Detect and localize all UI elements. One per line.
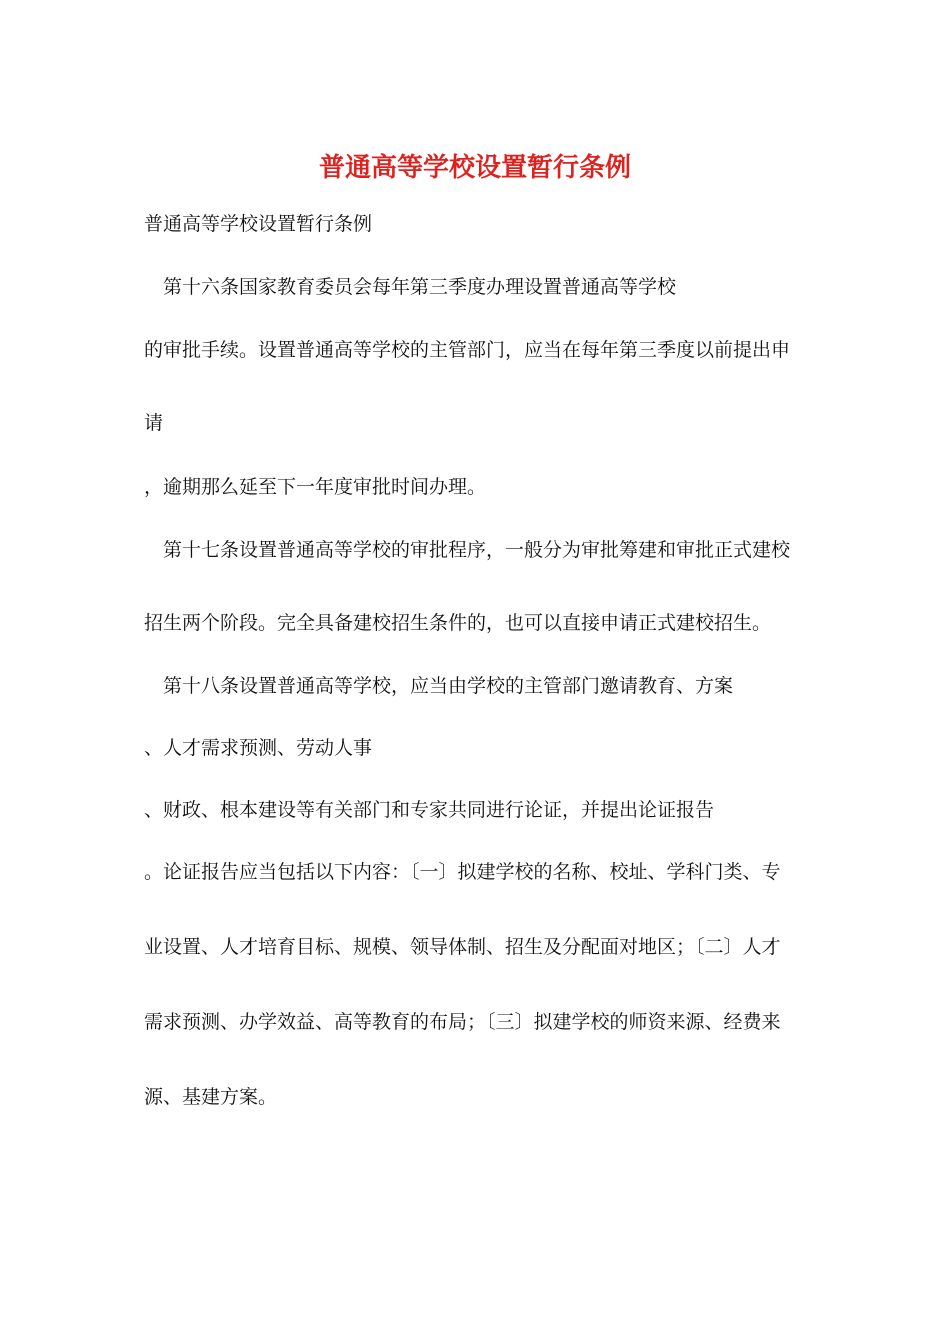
article-17-line-1: 第十七条设置普通高等学校的审批程序，一般分为审批筹建和审批正式建校 bbox=[163, 539, 791, 561]
article-16-line-1: 第十六条国家教育委员会每年第三季度办理设置普通高等学校 bbox=[163, 276, 677, 298]
article-18-line-7: 源、基建方案。 bbox=[144, 1086, 278, 1108]
article-18-line-6: 需求预测、办学效益、高等教育的布局；〔三〕拟建学校的师资来源、经费来 bbox=[144, 1011, 781, 1033]
article-18-line-5: 业设置、人才培育目标、规模、领导体制、招生及分配面对地区；〔二〕人才 bbox=[144, 936, 781, 958]
article-18-line-2: 、人才需求预测、劳动人事 bbox=[144, 737, 373, 759]
article-16-line-2: 的审批手续。设置普通高等学校的主管部门，应当在每年第三季度以前提出申 bbox=[144, 339, 791, 361]
article-18-line-4: 。论证报告应当包括以下内容：〔一〕拟建学校的名称、校址、学科门类、专 bbox=[144, 861, 781, 883]
article-18-line-3: 、财政、根本建设等有关部门和专家共同进行论证，并提出论证报告 bbox=[144, 799, 715, 821]
article-16-line-3: 请 bbox=[144, 412, 164, 434]
article-16-line-4: ，逾期那么延至下一年度审批时间办理。 bbox=[144, 476, 487, 498]
document-title: 普通高等学校设置暂行条例 bbox=[318, 153, 631, 183]
subtitle-line: 普通高等学校设置暂行条例 bbox=[144, 213, 373, 235]
article-17-line-2: 招生两个阶段。完全具备建校招生条件的，也可以直接申请正式建校招生。 bbox=[144, 612, 772, 634]
article-18-line-1: 第十八条设置普通高等学校，应当由学校的主管部门邀请教育、方案 bbox=[163, 675, 734, 697]
